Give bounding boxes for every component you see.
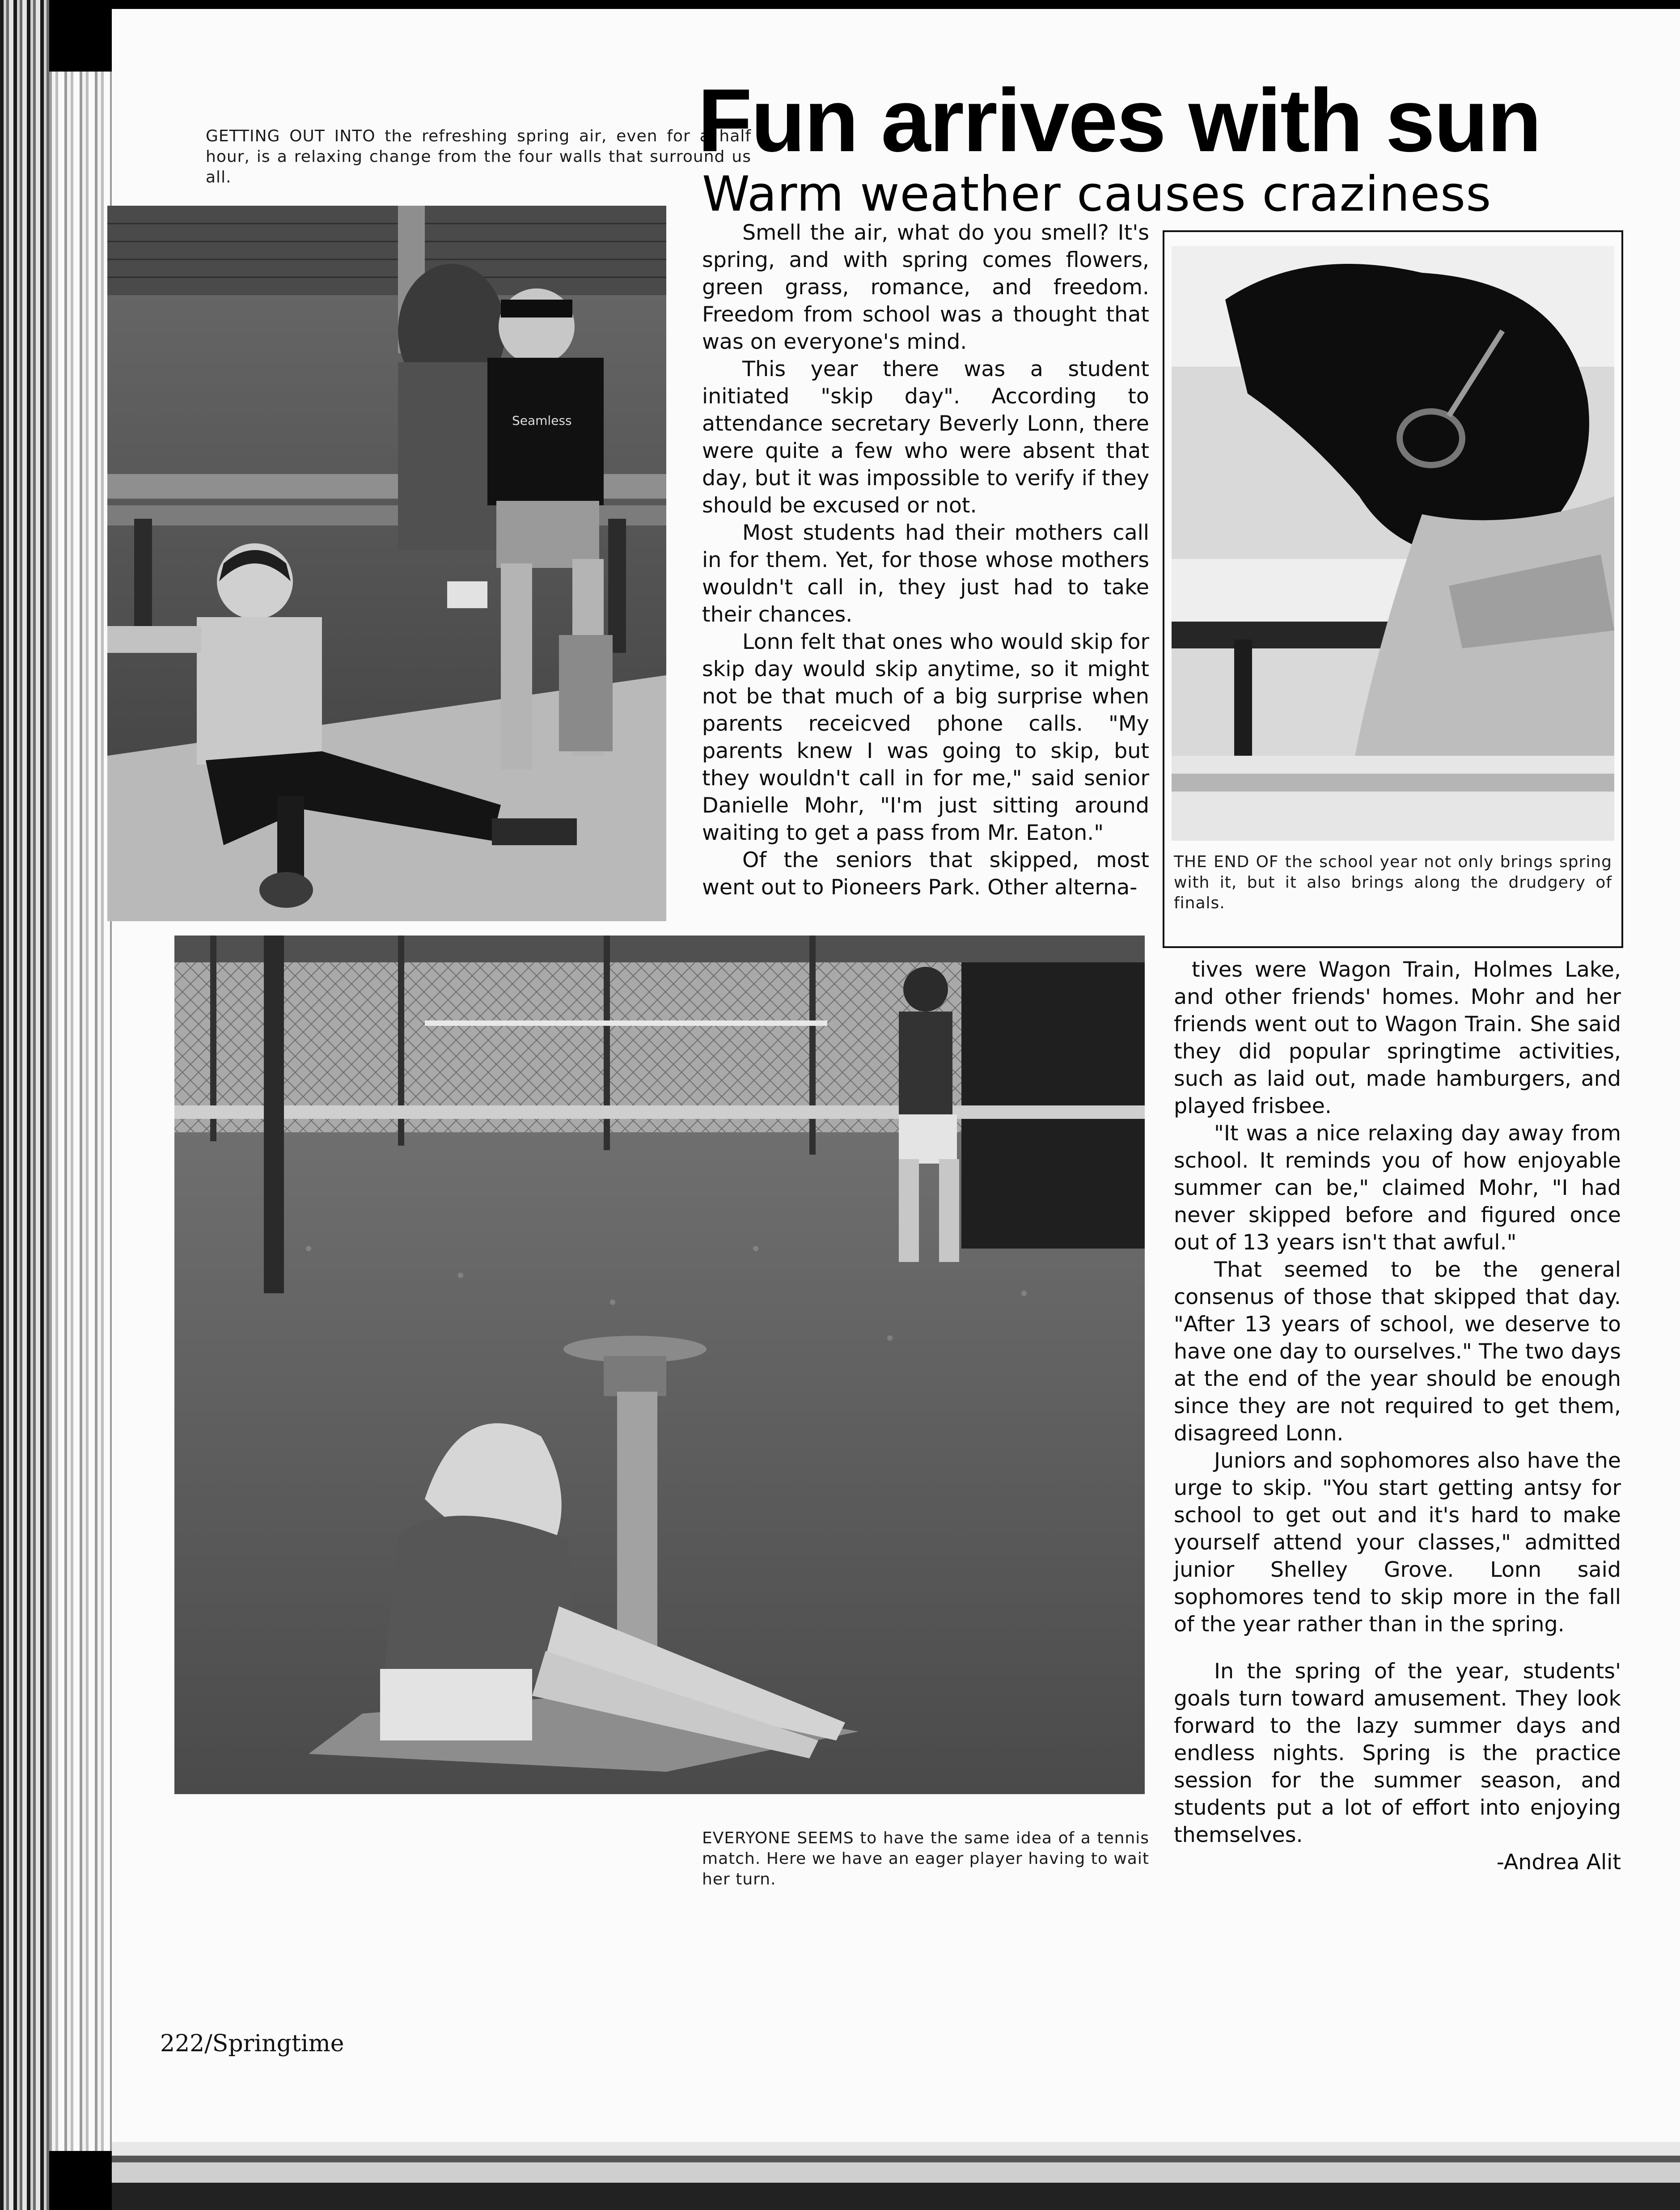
paragraph: Smell the air, what do you smell? It's spring, and with spring comes flowers, green grass, romance, and freedom. Freedom from school was a thought that was on everyone's mind. xyxy=(702,220,1149,354)
paragraph: Lonn felt that ones who would skip for skip day would skip anytime, so it might not be that much of a big surprise when parents receicved phone calls. "My parents knew I was going to skip, but they wouldn't call in for me," said senior Danielle Mohr, "I'm just sitting around waiting to get a pass from Mr. Eaton." xyxy=(702,630,1149,845)
paragraph: "It was a nice relaxing day away from school. It reminds you of how enjoyable summer can be," claimed Mohr, "I had never skipped before and figured once out of 13 years isn't that awful." xyxy=(1174,1121,1621,1255)
paragraph: That seemed to be the general consenus of those that skipped that day. "After 13 years of school, we deserve to have one day to ourselves." The two days at the end of the year should be enough since they are not required to get them, disagreed Lonn. xyxy=(1174,1257,1621,1446)
studying-photo-illustration xyxy=(1172,246,1614,841)
paragraph: In the spring of the year, students' goals turn toward amusement. They look forward to the lazy summer days and endless nights. Spring is the practice session for the summer season, and students put a lot of effort into enjoying themselves. xyxy=(1174,1659,1621,1847)
page-bottom-edge xyxy=(112,2142,1680,2210)
paragraph: Of the seniors that skipped, most went out to Pioneers Park. Other alterna- xyxy=(702,848,1149,900)
photo-students-bench xyxy=(107,206,666,921)
sweatshirt-logo-text: Seamless xyxy=(512,413,572,428)
article-column-2 xyxy=(1174,956,1621,1876)
paragraph: Most students had their mothers call in for them. Yet, for those whose mothers wouldn't call in, they just had to take their chances. xyxy=(702,521,1149,627)
photo-student-studying xyxy=(1172,246,1614,841)
headline: Fun arrives with sun xyxy=(698,71,1540,170)
yearbook-page xyxy=(112,9,1680,2142)
page-folio: 222/Springtime xyxy=(160,2030,344,2057)
book-spine xyxy=(0,0,49,2210)
paragraph: Juniors and sophomores also have the urge to skip. "You start getting antsy for school to get out and it's hard to make yourself attend your classes," admitted junior Shelley Grove. Lonn said sophomores tend to skip more in the fall of the year rather than in the spring. xyxy=(1174,1448,1621,1637)
caption-top-right: THE END OF the school year not only brings spring with it, but it also brings along the drudgery of finals. xyxy=(1174,853,1612,912)
paragraph: This year there was a student initiated "skip day". According to attendance secretary Beverly Lonn, there were quite a few who were absent that day, but it was impossible to verify if they should be excused or not. xyxy=(702,357,1149,518)
byline: -Andrea Alit xyxy=(1496,1850,1621,1875)
caption-top-left: GETTING OUT INTO the refreshing spring air, even for a half hour, is a relaxing change from the four walls that surround us all. xyxy=(206,127,751,186)
tennis-photo-illustration xyxy=(174,936,1145,1794)
subheadline: Warm weather causes craziness xyxy=(702,166,1492,222)
page-edges xyxy=(49,72,112,2151)
photo-tennis-wait xyxy=(174,936,1145,1794)
bench-photo-illustration xyxy=(107,206,666,921)
article-column-1 xyxy=(702,219,1149,901)
caption-bottom: EVERYONE SEEMS to have the same idea of a tennis match. Here we have an eager player having to wait her turn. xyxy=(702,1829,1149,1888)
paragraph: tives were Wagon Train, Holmes Lake, and other friends' homes. Mohr and her friends went out to Wagon Train. She said they did popular springtime activities, such as laid out, made hamburgers, and played frisbee. xyxy=(1174,957,1621,1118)
